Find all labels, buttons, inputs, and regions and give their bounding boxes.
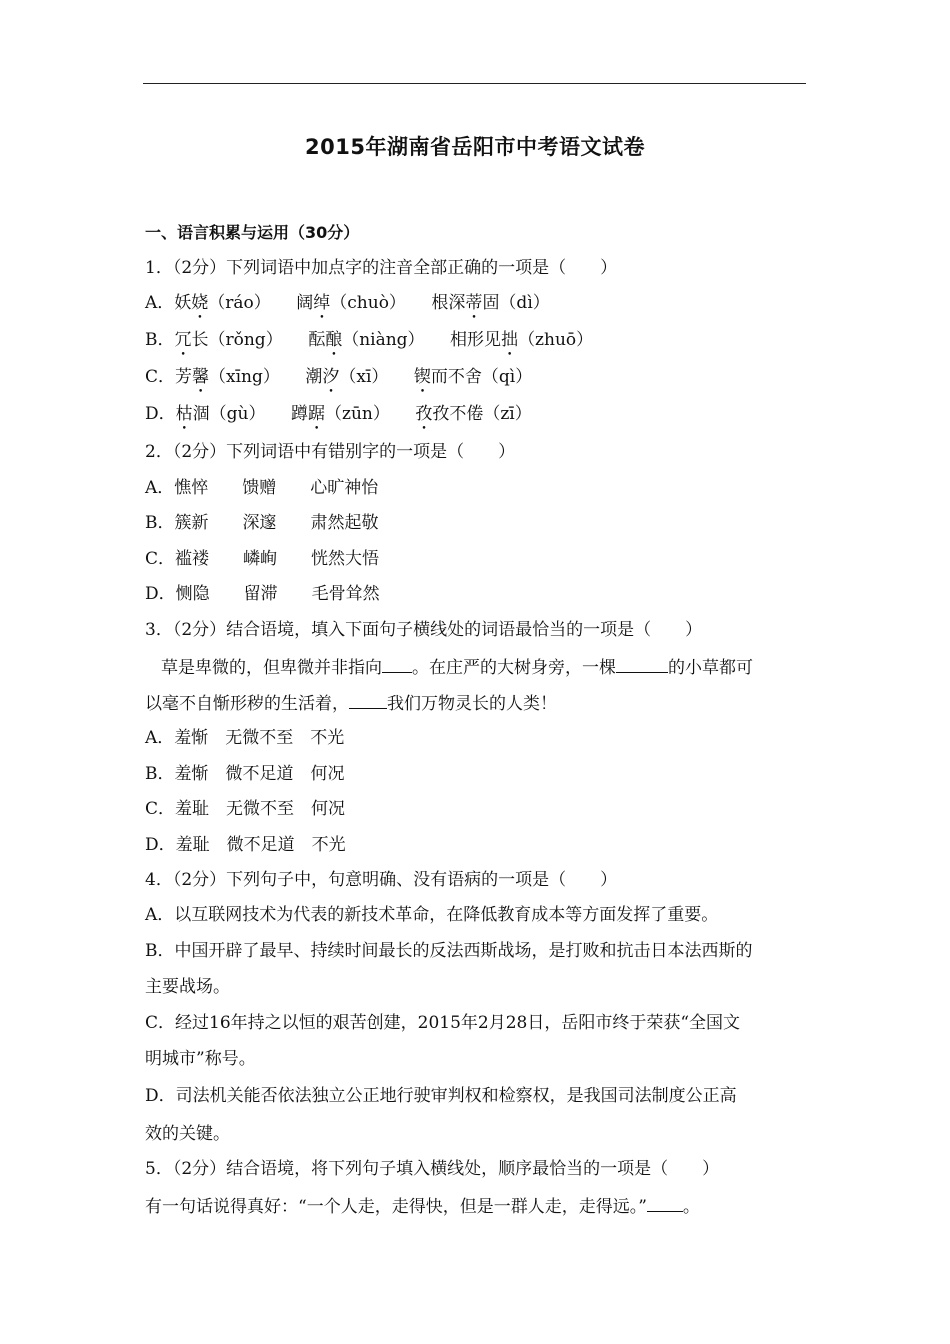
q4-option-c-line-1: C．经过16年持之以恒的艰苦创建，2015年2月28日，岳阳市终于荣获“全国文 (145, 1013, 741, 1033)
dotted-char: 孜 (415, 404, 433, 424)
word-text: 阔 (296, 293, 314, 313)
q4-stem: 4．（2分）下列句子中，句意明确、没有语病的一项是（ ） (145, 870, 618, 890)
pinyin-text: （xīng） 潮 (209, 367, 323, 387)
dotted-char: 娆 (191, 293, 209, 313)
pinyin-text: （niàng） 相形见 (342, 330, 502, 350)
word-text: 芳 (175, 367, 193, 387)
q2-stem: 2．（2分）下列词语中有错别字的一项是（ ） (145, 442, 516, 462)
header-rule (143, 83, 806, 84)
dotted-char: 酿 (325, 330, 343, 350)
passage-text: 以毫不自惭形秽的生活着， (145, 694, 349, 714)
dotted-char: 馨 (192, 367, 210, 387)
q3-passage-line-2 (145, 690, 557, 716)
pinyin-text: （ráo） (208, 293, 297, 313)
passage-text: 有一句话说得真好：“一个人走，走得快，但是一群人走，走得远。” (145, 1197, 647, 1217)
passage-text: 的小草都可 (668, 658, 753, 678)
option-prefix: D． (145, 404, 176, 424)
passage-text: 。在庄严的大树身旁，一棵 (412, 658, 616, 678)
q5-passage-line-1 (145, 1193, 700, 1219)
dotted-char: 踞 (307, 404, 325, 424)
word-text: 妖 (174, 293, 192, 313)
q4-option-a: A．以互联网技术为代表的新技术革命，在降低教育成本等方面发挥了重要。 (145, 905, 719, 925)
fill-blank (647, 1193, 683, 1212)
pinyin-text: （xī） (339, 367, 414, 387)
q1-option-d (145, 402, 532, 434)
dotted-char: 汐 (322, 367, 340, 387)
dotted-char: 锲 (413, 367, 431, 387)
pinyin-text: （zūn） (324, 404, 416, 424)
passage-text: 。 (682, 1197, 700, 1217)
q1-option-c (145, 365, 532, 397)
q2-option-d: D．恻隐 留滞 毛骨耸然 (145, 584, 380, 604)
pinyin-text: 涸（gù） 蹲 (192, 404, 308, 424)
option-prefix: B． (145, 330, 175, 350)
q1-option-a (145, 291, 550, 323)
option-prefix: A． (145, 293, 175, 313)
pinyin-text: 而不舍（qì） (430, 367, 533, 387)
option-prefix: C． (145, 367, 176, 387)
q3-option-d: D．羞耻 微不足道 不光 (145, 835, 346, 855)
dotted-char: 冗 (174, 330, 192, 350)
q4-option-c-line-2: 明城市”称号。 (145, 1049, 256, 1069)
section-heading: 一、语言积累与运用（30分） (145, 223, 360, 242)
dotted-char: 枯 (175, 404, 193, 424)
q1-option-b (145, 328, 593, 360)
pinyin-text: （chuò） 根深 (330, 293, 466, 313)
q2-option-a: A．憔悴 馈赠 心旷神怡 (145, 478, 379, 498)
q5-stem: 5．（2分）结合语境，将下列句子填入横线处，顺序最恰当的一项是（ ） (145, 1159, 720, 1179)
q3-option-b: B．羞惭 微不足道 何况 (145, 764, 345, 784)
dotted-char: 拙 (501, 330, 519, 350)
pinyin-text: 长（rǒng） (191, 330, 309, 350)
fill-blank (616, 654, 668, 673)
q3-passage-line-1 (161, 654, 753, 680)
q4-option-b-line-1: B．中国开辟了最早、持续时间最长的反法西斯战场，是打败和抗击日本法西斯的 (145, 941, 753, 961)
fill-blank (349, 690, 387, 709)
dotted-char: 蒂 (465, 293, 483, 313)
q2-option-c: C．褴褛 嶙峋 恍然大悟 (145, 549, 380, 569)
q1-stem: 1．（2分）下列词语中加点字的注音全部正确的一项是（ ） (145, 258, 618, 278)
q4-option-b-line-2: 主要战场。 (145, 977, 230, 997)
word-text: 酝 (308, 330, 326, 350)
q4-option-d-line-2: 效的关键。 (145, 1124, 230, 1144)
passage-text: 草是卑微的，但卑微并非指向 (161, 658, 382, 678)
page-title: 2015年湖南省岳阳市中考语文试卷 (305, 135, 645, 159)
q3-option-c: C．羞耻 无微不至 何况 (145, 799, 346, 819)
fill-blank (382, 654, 412, 673)
dotted-char: 绰 (313, 293, 331, 313)
q3-option-a: A．羞惭 无微不至 不光 (145, 728, 345, 748)
pinyin-text: （zhuō） (518, 330, 594, 350)
q2-option-b: B．簇新 深邃 肃然起敬 (145, 513, 379, 533)
q3-stem: 3．（2分）结合语境，填入下面句子横线处的词语最恰当的一项是（ ） (145, 620, 703, 640)
pinyin-text: 固（dì） (482, 293, 550, 313)
passage-text: 我们万物灵长的人类！ (387, 694, 557, 714)
q4-option-d-line-1: D．司法机关能否依法独立公正地行驶审判权和检察权，是我国司法制度公正高 (145, 1086, 737, 1106)
pinyin-text: 孜不倦（zī） (432, 404, 532, 424)
